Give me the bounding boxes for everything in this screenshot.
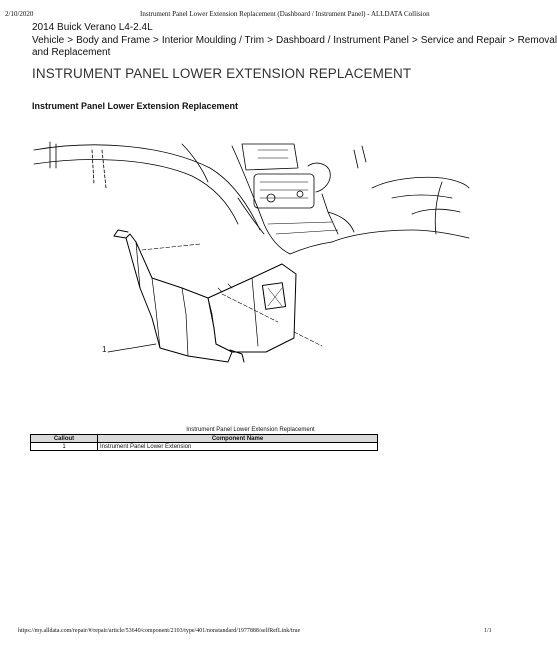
dashboard-outline bbox=[34, 142, 469, 254]
breadcrumb-separator: > bbox=[411, 35, 418, 46]
callout-1-label: 1 bbox=[102, 345, 107, 354]
print-date: 2/10/2020 bbox=[5, 10, 34, 18]
table-header-row bbox=[31, 435, 378, 443]
print-header-title: Instrument Panel Lower Extension Replacement (Dashboard / Instrument Panel) - ALLDATA Collision bbox=[140, 10, 430, 18]
breadcrumb-item-service-and-repair[interactable]: Service and Repair bbox=[420, 35, 506, 46]
breadcrumb-item-removal[interactable]: Removal bbox=[517, 35, 557, 46]
breadcrumb-item-body-and-frame[interactable]: Body and Frame bbox=[76, 35, 151, 46]
breadcrumb-item-interior-moulding[interactable]: Interior Moulding / Trim bbox=[161, 35, 265, 46]
breadcrumb-separator: > bbox=[67, 35, 74, 46]
callout-leader bbox=[108, 344, 156, 352]
breadcrumb-separator: > bbox=[267, 35, 273, 46]
lower-extension-panel bbox=[114, 230, 296, 362]
vehicle-name: 2014 Buick Verano L4-2.4L bbox=[32, 22, 153, 33]
breadcrumb-item-vehicle[interactable]: Vehicle bbox=[32, 35, 65, 46]
page-number: 1/1 bbox=[484, 628, 492, 634]
breadcrumb-item-dashboard[interactable]: Dashboard / Instrument Panel bbox=[275, 35, 409, 46]
callout-table bbox=[30, 434, 378, 451]
line-drawing bbox=[32, 138, 469, 390]
table-caption: Instrument Panel Lower Extension Replacement bbox=[186, 427, 315, 433]
footer-url[interactable]: https://my.alldata.com/repair/#/repair/article/53640/component/2103/type/401/nonstandard/1977888/selfRefLink/true bbox=[18, 628, 301, 634]
breadcrumb bbox=[32, 35, 557, 47]
instrument-panel-illustration bbox=[32, 138, 469, 433]
column-header-callout: Callout bbox=[31, 435, 98, 443]
table-row bbox=[31, 443, 378, 451]
breadcrumb-separator: > bbox=[508, 35, 515, 46]
cell-component-name: Instrument Panel Lower Extension bbox=[98, 443, 378, 451]
column-header-component-name: Component Name bbox=[98, 435, 378, 443]
cell-callout: 1 bbox=[31, 443, 98, 451]
page-title: INSTRUMENT PANEL LOWER EXTENSION REPLACEMENT bbox=[32, 66, 412, 81]
breadcrumb-item-continuation[interactable]: and Replacement bbox=[32, 47, 111, 58]
breadcrumb-separator: > bbox=[153, 35, 159, 46]
section-heading: Instrument Panel Lower Extension Replacement bbox=[32, 101, 239, 111]
